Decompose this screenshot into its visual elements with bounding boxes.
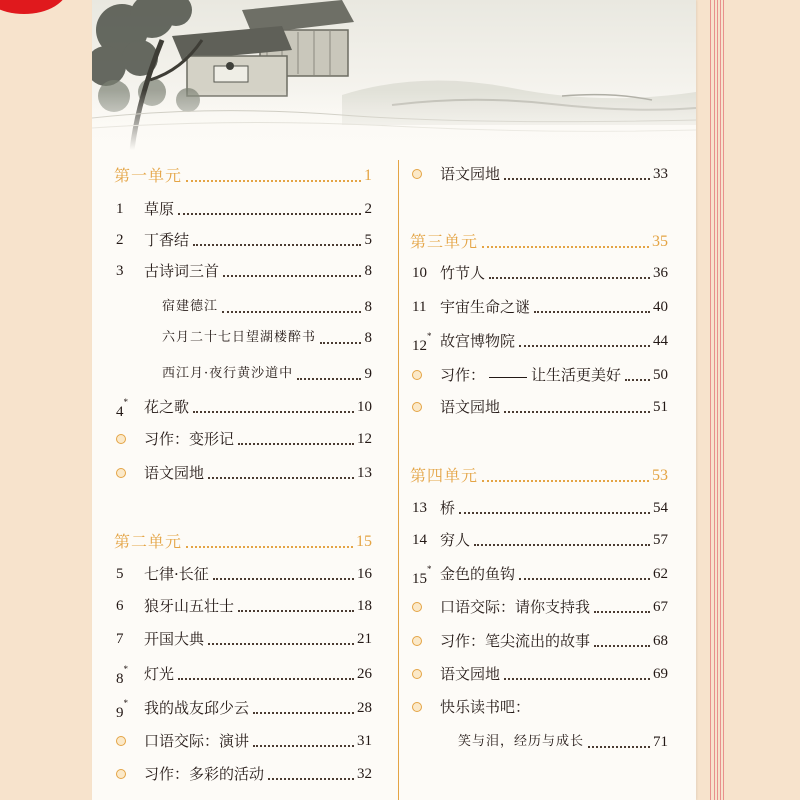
dotted-leader — [238, 443, 354, 445]
entry-title-text: 第三单元 — [410, 232, 479, 251]
entry-title — [440, 526, 470, 554]
entry-title-text: 习作： — [440, 366, 486, 384]
lesson-number: 5 — [116, 566, 124, 582]
entry-title — [458, 728, 584, 756]
toc-entry[interactable] — [114, 459, 372, 487]
entry-title — [440, 259, 485, 287]
entry-title-text: 西江月·夜行黄沙道中 — [162, 366, 294, 381]
entry-title — [162, 360, 293, 388]
toc-entry[interactable] — [410, 293, 668, 321]
dotted-leader — [208, 477, 354, 479]
unit-heading[interactable] — [114, 162, 372, 190]
entry-title — [144, 459, 204, 487]
landscape-painting-banner — [92, 0, 696, 150]
entry-title — [440, 293, 530, 321]
lesson-number: 7 — [116, 631, 124, 647]
entry-title — [440, 593, 590, 621]
entry-title-text: 竹节人 — [440, 264, 486, 282]
entry-title-text: 快乐读书吧： — [440, 698, 531, 716]
dotted-leader — [178, 213, 361, 215]
dotted-leader — [474, 544, 650, 546]
optional-lesson-star: * — [427, 331, 432, 341]
entry-title — [162, 293, 218, 321]
entry-title — [440, 393, 500, 421]
red-corner-badge — [0, 0, 68, 14]
page-number: 9 — [364, 366, 372, 382]
lesson-number: 14 — [412, 532, 427, 548]
toc-entry[interactable] — [114, 324, 372, 352]
entry-title-text: 穷人 — [440, 531, 471, 549]
entry-title-text: 宿建德江 — [162, 299, 219, 314]
toc-entry[interactable] — [114, 560, 372, 588]
entry-title — [144, 257, 219, 285]
entry-title-text: 第二单元 — [114, 532, 183, 551]
dotted-leader — [222, 311, 361, 313]
page-number: 21 — [357, 631, 372, 647]
page-number: 36 — [653, 265, 668, 281]
entry-title-suffix: 让生活更美好 — [531, 366, 622, 384]
entry-title-text: 语文园地 — [440, 665, 501, 683]
entry-title-text: 灯光 — [144, 665, 175, 683]
toc-entry[interactable] — [410, 627, 668, 655]
optional-lesson-star: * — [427, 564, 432, 574]
dotted-leader — [625, 379, 650, 381]
page-number: 26 — [357, 666, 372, 682]
entry-title-text: 语文园地 — [440, 398, 501, 416]
dotted-leader — [534, 311, 650, 313]
dotted-leader — [482, 246, 649, 248]
entry-title — [440, 660, 500, 688]
entry-title-text: 习作：笔尖流出的故事 — [440, 632, 591, 650]
entry-title-text: 语文园地 — [440, 165, 501, 183]
entry-title-text: 七律·长征 — [144, 565, 209, 583]
page-number: 44 — [653, 333, 668, 349]
dotted-leader — [208, 643, 354, 645]
entry-title-text: 第四单元 — [410, 466, 479, 485]
entry-title — [144, 760, 264, 788]
bullet-circle-icon — [412, 602, 422, 612]
bullet-circle-icon — [116, 434, 126, 444]
dotted-leader — [268, 778, 354, 780]
bullet-circle-icon — [412, 402, 422, 412]
entry-title — [144, 560, 209, 588]
bullet-circle-icon — [116, 769, 126, 779]
toc-entry[interactable] — [114, 425, 372, 453]
entry-title — [144, 592, 234, 620]
lesson-number: 3 — [116, 263, 124, 279]
lesson-number: 4* — [116, 397, 128, 420]
toc-entry[interactable] — [410, 393, 668, 421]
entry-title — [144, 625, 204, 653]
bullet-circle-icon — [412, 669, 422, 679]
entry-title — [144, 660, 174, 688]
toc-entry[interactable] — [114, 360, 372, 388]
page-number: 8 — [364, 330, 372, 346]
entry-title — [440, 361, 621, 389]
landscape-painting-icon — [92, 0, 696, 150]
unit-heading[interactable] — [410, 462, 668, 490]
toc-entry[interactable] — [114, 592, 372, 620]
page-number: 35 — [652, 233, 668, 250]
page-number: 69 — [653, 666, 668, 682]
entry-title — [144, 425, 234, 453]
page-number: 8 — [364, 263, 372, 279]
entry-title — [144, 393, 189, 421]
dotted-leader — [223, 275, 361, 277]
unit-title — [410, 462, 478, 490]
toc-entry[interactable] — [114, 226, 372, 254]
entry-title-text: 狼牙山五壮士 — [144, 597, 235, 615]
entry-title-text: 口语交际：请你支持我 — [440, 598, 591, 616]
optional-lesson-star: * — [123, 664, 128, 674]
optional-lesson-star: * — [123, 397, 128, 407]
toc-entry[interactable] — [114, 760, 372, 788]
toc-entry[interactable] — [114, 393, 372, 421]
optional-lesson-star: * — [123, 698, 128, 708]
lesson-number: 11 — [412, 299, 427, 315]
entry-title-text: 宇宙生命之谜 — [440, 298, 531, 316]
entry-title — [440, 494, 455, 522]
entry-title — [440, 560, 515, 588]
dotted-leader — [504, 178, 650, 180]
page-number: 54 — [653, 500, 668, 516]
dotted-leader — [186, 546, 353, 548]
page-number: 32 — [357, 766, 372, 782]
entry-title — [440, 693, 530, 721]
bullet-circle-icon — [412, 169, 422, 179]
dotted-leader — [489, 277, 650, 279]
dotted-leader — [594, 611, 650, 613]
dotted-leader — [482, 480, 649, 482]
entry-title-text: 花之歌 — [144, 398, 190, 416]
dotted-leader — [504, 411, 650, 413]
entry-title-text: 语文园地 — [144, 464, 205, 482]
bullet-circle-icon — [116, 468, 126, 478]
page-number: 2 — [364, 201, 372, 217]
entry-title-text: 口语交际：演讲 — [144, 732, 250, 750]
page-number: 57 — [653, 532, 668, 548]
entry-title-text: 开国大典 — [144, 630, 205, 648]
unit-title — [114, 162, 182, 190]
lesson-number: 10 — [412, 265, 427, 281]
entry-title-text: 习作：变形记 — [144, 430, 235, 448]
entry-title-text: 故宫博物院 — [440, 332, 516, 350]
entry-title — [144, 195, 174, 223]
entry-title — [144, 694, 249, 722]
entry-title-text: 第一单元 — [114, 166, 183, 185]
entry-title-text: 六月二十七日望湖楼醉书 — [162, 330, 317, 345]
bullet-circle-icon — [412, 702, 422, 712]
entry-title-text: 笑与泪，经历与成长 — [458, 734, 585, 749]
toc-entry[interactable] — [114, 195, 372, 223]
toc-entry[interactable] — [114, 727, 372, 755]
lesson-number: 15* — [412, 564, 432, 587]
dotted-leader — [193, 244, 361, 246]
lesson-number: 8* — [116, 664, 128, 687]
entry-title-text: 桥 — [440, 499, 456, 517]
toc-entry[interactable] — [410, 494, 668, 522]
bullet-circle-icon — [412, 370, 422, 380]
lesson-number: 1 — [116, 201, 124, 217]
bullet-circle-icon — [412, 636, 422, 646]
page-number: 13 — [357, 465, 372, 481]
dotted-leader — [459, 512, 650, 514]
page-number: 12 — [357, 431, 372, 447]
entry-title — [144, 727, 249, 755]
lesson-number: 9* — [116, 698, 128, 721]
page-number: 10 — [357, 399, 372, 415]
page-number: 31 — [357, 733, 372, 749]
entry-title-text: 丁香结 — [144, 231, 190, 249]
entry-title-text: 习作：多彩的活动 — [144, 765, 265, 783]
lesson-number: 12* — [412, 331, 432, 354]
toc-entry[interactable] — [410, 526, 668, 554]
toc-entry[interactable] — [410, 160, 668, 188]
entry-title-text: 金色的鱼钩 — [440, 565, 516, 583]
entry-title — [162, 324, 316, 352]
bullet-circle-icon — [116, 736, 126, 746]
dotted-leader — [186, 180, 361, 182]
unit-heading[interactable] — [114, 528, 372, 556]
dotted-leader — [594, 645, 650, 647]
page-number: 5 — [364, 232, 372, 248]
toc-entry[interactable] — [114, 257, 372, 285]
page-number: 28 — [357, 700, 372, 716]
dotted-leader — [320, 342, 361, 344]
dotted-leader — [213, 578, 354, 580]
column-divider — [398, 160, 399, 800]
dotted-leader — [178, 678, 354, 680]
page-number: 40 — [653, 299, 668, 315]
toc-entry[interactable] — [114, 694, 372, 722]
page-number: 67 — [653, 599, 668, 615]
toc-entry[interactable] — [410, 728, 668, 756]
toc-entry[interactable] — [114, 625, 372, 653]
toc-entry[interactable] — [410, 693, 668, 721]
dotted-leader — [238, 610, 354, 612]
lesson-number: 2 — [116, 232, 124, 248]
page-number: 62 — [653, 566, 668, 582]
page-number: 51 — [653, 399, 668, 415]
page-number: 71 — [653, 734, 668, 750]
toc-entry[interactable] — [114, 660, 372, 688]
lesson-number: 6 — [116, 598, 124, 614]
page-edges — [696, 0, 736, 800]
dotted-leader — [193, 411, 354, 413]
dotted-leader — [253, 745, 354, 747]
dotted-leader — [588, 746, 650, 748]
toc-entry[interactable] — [410, 660, 668, 688]
dotted-leader — [253, 712, 354, 714]
dotted-leader — [504, 678, 650, 680]
unit-title — [114, 528, 182, 556]
unit-heading[interactable] — [410, 228, 668, 256]
entry-title — [440, 327, 515, 355]
entry-title-text: 古诗词三首 — [144, 262, 220, 280]
dotted-leader — [519, 345, 650, 347]
entry-title-text: 草原 — [144, 200, 175, 218]
toc-entry[interactable] — [410, 361, 668, 389]
entry-title — [440, 160, 500, 188]
toc-entry[interactable] — [410, 560, 668, 588]
unit-title — [410, 228, 478, 256]
toc-page — [92, 0, 696, 800]
entry-title — [440, 627, 590, 655]
page-number: 53 — [652, 467, 668, 484]
page-number: 68 — [653, 633, 668, 649]
entry-title-text: 我的战友邱少云 — [144, 699, 250, 717]
page-number: 50 — [653, 367, 668, 383]
page-number: 16 — [357, 566, 372, 582]
lesson-number: 13 — [412, 500, 427, 516]
page-number: 8 — [364, 299, 372, 315]
fill-in-blank — [489, 361, 527, 378]
page-number: 18 — [357, 598, 372, 614]
entry-title — [144, 226, 189, 254]
toc-entry[interactable] — [410, 259, 668, 287]
page-number: 15 — [356, 533, 372, 550]
toc-entry[interactable] — [410, 327, 668, 355]
toc-entry[interactable] — [410, 593, 668, 621]
page-number: 33 — [653, 166, 668, 182]
dotted-leader — [297, 378, 361, 380]
toc-entry[interactable] — [114, 293, 372, 321]
page-number: 1 — [364, 167, 372, 184]
dotted-leader — [519, 578, 650, 580]
